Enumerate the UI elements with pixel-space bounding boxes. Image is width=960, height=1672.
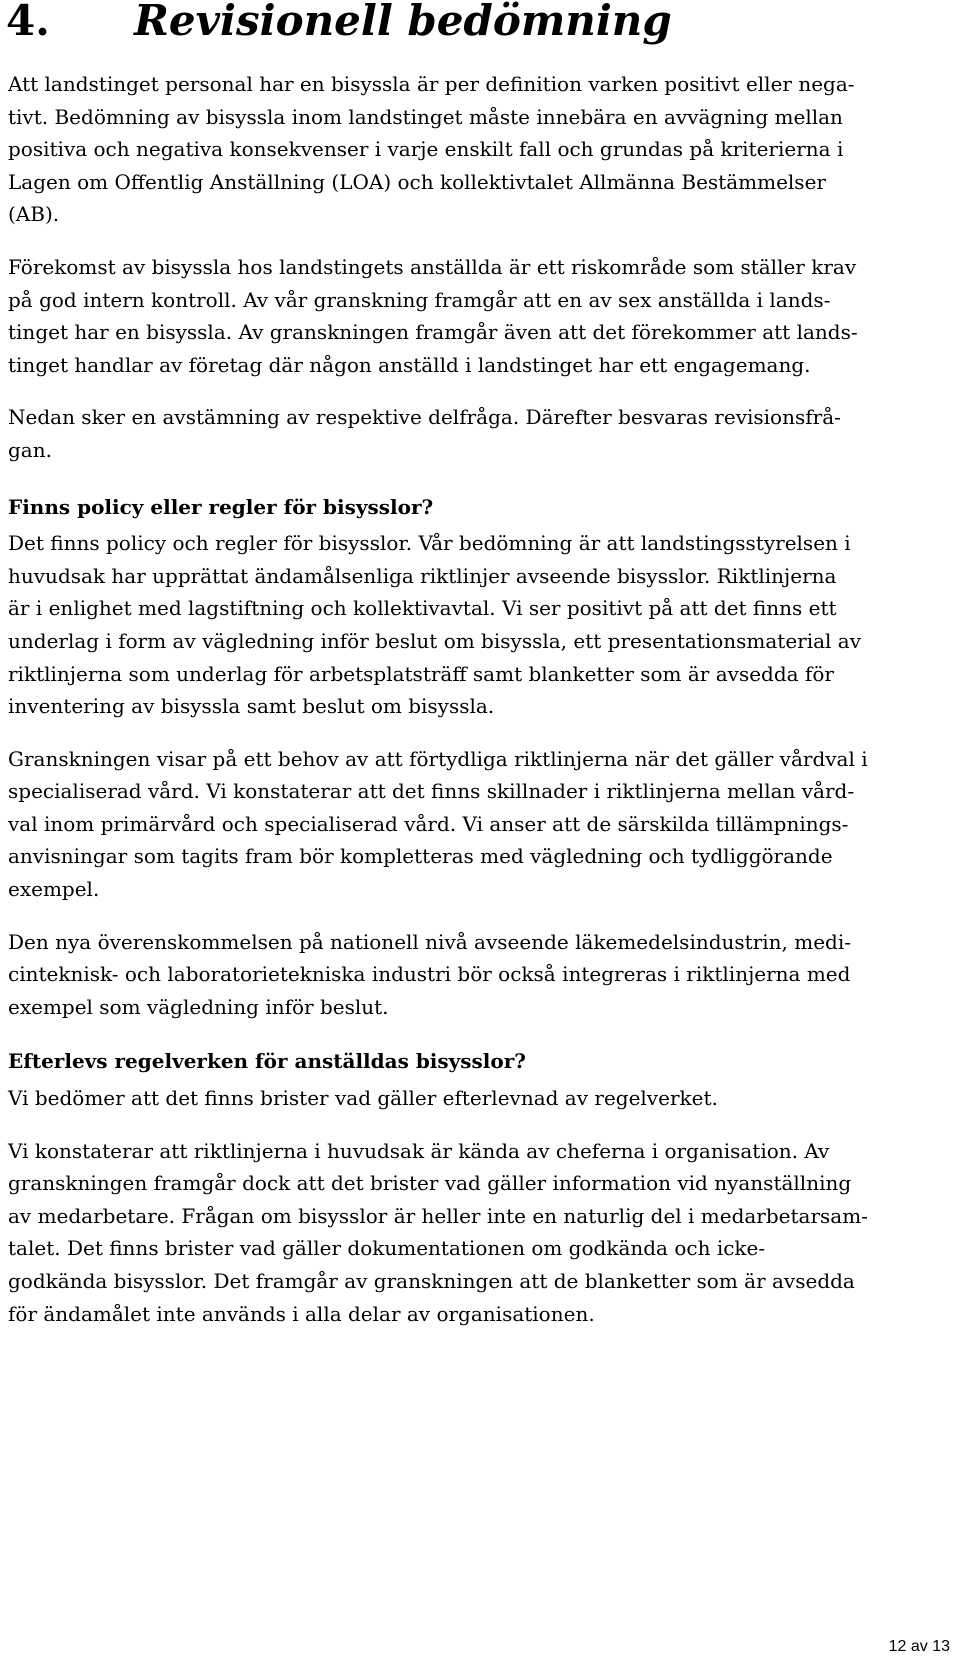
text-line: Granskningen visar på ett behov av att förtydliga riktlinjerna när det gäller vårdval i [8,746,868,771]
text-line: Förekomst av bisyssla hos landstingets anställda är ett riskområde som ställer krav [8,254,857,279]
intro-paragraph [8,68,948,231]
text-line: Vi bedömer att det finns brister vad gäller efterlevnad av regelverket. [8,1086,718,1111]
text-line: val inom primärvård och specialiserad vård. Vi anser att de särskilda tillämpnings- [8,811,849,836]
reconciliation-paragraph [8,401,948,466]
text-line: Vi konstaterar att riktlinjerna i huvudsak är kända av cheferna i organisation. Av [8,1138,830,1163]
text-line: (AB). [8,202,60,227]
text-line: huvudsak har upprättat ändamålsenliga riktlinjer avseende bisysslor. Riktlinjerna [8,563,837,588]
text-line: är i enlighet med lagstiftning och kollektivavtal. Vi ser positivt på att det finns ett [8,596,837,621]
text-line: tinget har en bisyssla. Av granskningen framgår även att det förekommer att lands- [8,320,858,345]
chapter-title: Revisionell bedömning [134,0,672,45]
text-line: av medarbetare. Frågan om bisysslor är heller inte en naturlig del i medarbetarsam- [8,1203,868,1228]
text-line: cinteknisk- och laboratorietekniska industri bör också integreras i riktlinjerna med [8,962,851,987]
risk-paragraph [8,251,948,381]
text-line: tivt. Bedömning av bisyssla inom landstinget måste innebära en avvägning mellan [8,104,843,129]
section-heading-compliance: Efterlevs regelverken för anställdas bisysslor? [8,1049,526,1074]
text-line: inventering av bisyssla samt beslut om bisyssla. [8,694,495,719]
text-line: exempel som vägledning inför beslut. [8,994,389,1019]
chapter-number: 4. [6,0,50,45]
text-line: godkända bisysslor. Det framgår av granskningen att de blanketter som är avsedda [8,1269,855,1293]
compliance-paragraph-1 [8,1082,948,1115]
page-number: 12 av 13 [888,1638,950,1655]
policy-paragraph-2 [8,743,948,906]
text-line: Det finns policy och regler för bisysslor. Vår bedömning är att landstingsstyrelsen i [8,531,851,556]
chapter-heading [8,0,948,64]
text-line: anvisningar som tagits fram bör kompletteras med vägledning och tydliggörande [8,844,833,869]
text-line: granskningen framgår dock att det brister vad gäller information vid nyanställning [8,1171,852,1196]
policy-paragraph-3 [8,926,948,1024]
section-heading-policy: Finns policy eller regler för bisysslor? [8,494,434,519]
document-page [8,0,948,1330]
text-line: gan. [8,437,52,462]
policy-paragraph-1 [8,527,948,723]
text-line: underlag i form av vägledning inför beslut om bisyssla, ett presentationsmaterial av [8,628,862,653]
text-line: specialiserad vård. Vi konstaterar att det finns skillnader i riktlinjerna mellan vård- [8,779,855,804]
compliance-paragraph-2 [8,1135,948,1331]
text-line: riktlinjerna som underlag för arbetsplatsträff samt blanketter som är avsedda för [8,661,834,686]
text-line: Nedan sker en avstämning av respektive delfråga. Därefter besvaras revisionsfrå- [8,405,841,430]
text-line: exempel. [8,877,100,902]
text-line: för ändamålet inte används i alla delar av organisationen. [8,1301,595,1326]
text-line: positiva och negativa konsekvenser i varje enskilt fall och grundas på kriterierna i [8,137,844,162]
text-line: Att landstinget personal har en bisyssla är per definition varken positivt eller nega- [8,72,855,96]
text-line: på god intern kontroll. Av vår granskning framgår att en av sex anställda i lands- [8,287,831,312]
text-line: tinget handlar av företag där någon anställd i landstinget har ett engagemang. [8,352,811,377]
text-line: Lagen om Offentlig Anställning (LOA) och kollektivtalet Allmänna Bestämmelser [8,169,826,194]
text-line: Den nya överenskommelsen på nationell nivå avseende läkemedelsindustrin, medi- [8,929,852,954]
text-line: talet. Det finns brister vad gäller dokumentationen om godkända och icke- [8,1236,766,1261]
